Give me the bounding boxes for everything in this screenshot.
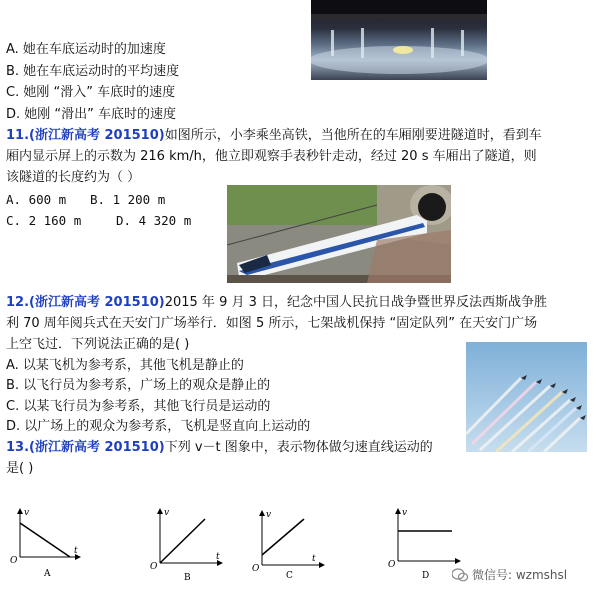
q12-number: 12. <box>6 295 30 310</box>
q12-option-a: A. 以某飞机为参考系，其他飞机是静止的 <box>6 358 244 373</box>
graph-a-line <box>20 523 70 557</box>
q13-line1 <box>6 438 433 458</box>
graph-b-origin: O <box>150 562 158 572</box>
graph-c-v-label: v <box>266 510 272 520</box>
graph-a-v-label: v <box>24 508 30 518</box>
q13-number: 13. <box>6 440 30 455</box>
graph-c <box>252 510 324 581</box>
q11-source: (浙江新高考 201510) <box>29 128 165 143</box>
q13-text1: 下列 v－t 图象中，表示物体做匀速直线运动的 <box>164 440 433 455</box>
graph-a-t-label: t <box>74 546 78 556</box>
q11-line3: 该隧道的长度约为（ ） <box>6 170 141 185</box>
q12-line1 <box>6 293 547 313</box>
wechat-watermark <box>452 566 567 583</box>
watermark-text: 微信号: wzmshsl <box>472 568 568 582</box>
q13-source: (浙江新高考 201510) <box>29 440 165 455</box>
q12-option-d: D. 以广场上的观众为参考系，飞机是竖直向上运动的 <box>6 419 311 434</box>
graph-d-caption: D <box>422 571 430 581</box>
q12-option-c: C. 以某飞行员为参考系，其他飞行员是运动的 <box>6 399 271 414</box>
q12-source: (浙江新高考 201510) <box>29 295 165 310</box>
graph-b <box>150 508 222 583</box>
q11-option-a: A. 600 m <box>6 192 67 207</box>
q13-line2: 是( ) <box>6 461 34 476</box>
graph-b-t-label: t <box>216 552 220 562</box>
q11-option-b: B. 1 200 m <box>90 192 166 207</box>
q11-number: 11. <box>6 128 30 143</box>
jets-svg <box>466 342 587 452</box>
q12-line3: 上空飞过．下列说法正确的是( ) <box>6 337 190 352</box>
q10-option-d: D. 她刚 “滑出” 车底时的速度 <box>6 107 177 122</box>
q12-line2: 利 70 周年阅兵式在天安门广场举行．如图 5 所示，七架战机保持 “固定队列” 在天安门广场 <box>6 316 538 331</box>
q10-option-a: A. 她在车底运动时的加速度 <box>6 42 166 57</box>
graph-b-v-label: v <box>164 508 170 518</box>
graph-d <box>388 508 460 581</box>
fighter-jets-photo <box>466 342 587 452</box>
limbo-skating-photo <box>311 0 487 80</box>
wechat-icon <box>452 568 468 582</box>
q11-line2: 厢内显示屏上的示数为 216 km/h，他立即观察手表秒针走动，经过 20 s 车厢出了隧道，则 <box>6 149 537 164</box>
q12-option-b: B. 以飞行员为参考系，广场上的观众是静止的 <box>6 378 271 393</box>
high-speed-train-photo <box>227 185 451 283</box>
graph-a <box>10 508 80 579</box>
q11-option-c: C. 2 160 m <box>6 213 82 228</box>
graph-c-caption: C <box>286 571 293 581</box>
q12-text1: 2015 年 9 月 3 日，纪念中国人民抗日战争暨世界反法西斯战争胜 <box>164 295 548 310</box>
graph-a-caption: A <box>44 569 51 579</box>
graph-d-origin: O <box>388 560 396 570</box>
graph-c-origin: O <box>252 564 260 574</box>
q11-option-d: D. 4 320 m <box>116 213 192 228</box>
graph-c-line <box>262 519 304 555</box>
q11-line1 <box>6 126 542 146</box>
train-svg <box>227 185 451 283</box>
graph-b-line <box>160 519 205 563</box>
q11-text1: 如图所示，小李乘坐高铁，当他所在的车厢刚要进隧道时，看到车 <box>164 128 542 143</box>
q10-option-b: B. 她在车底运动时的平均速度 <box>6 64 180 79</box>
q10-option-c: C. 她刚 “滑入” 车底时的速度 <box>6 85 176 100</box>
graph-c-t-label: t <box>312 554 316 564</box>
graph-d-v-label: v <box>402 508 408 518</box>
photo-svg <box>311 0 487 80</box>
graph-a-origin: O <box>10 556 18 566</box>
graph-b-caption: B <box>184 573 191 583</box>
vt-graphs <box>0 481 599 601</box>
